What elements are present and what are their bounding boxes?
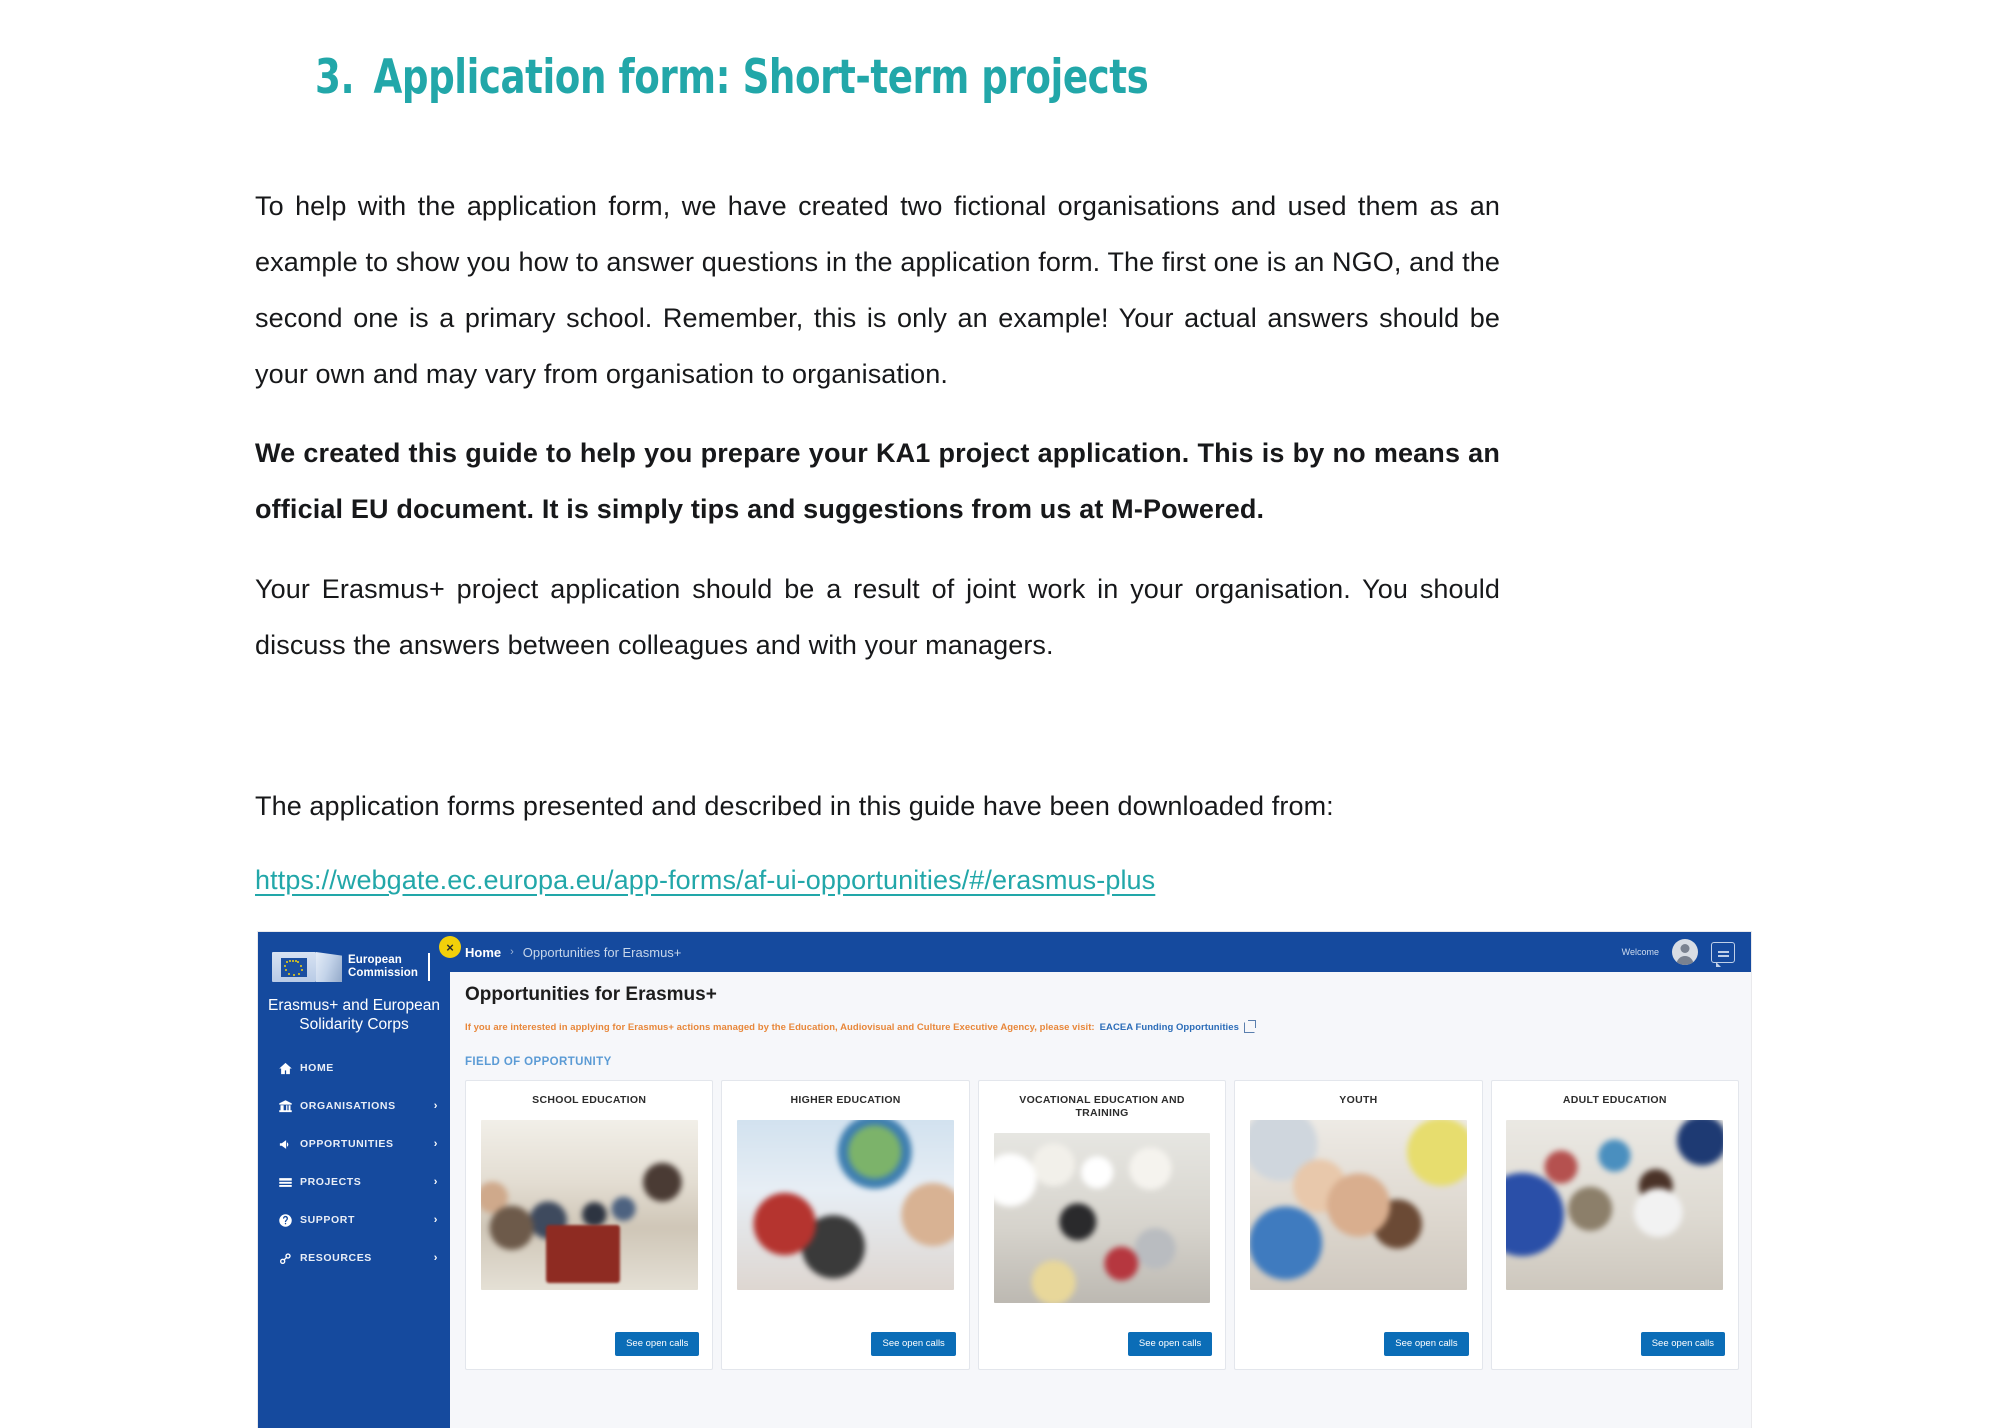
card-youth[interactable] bbox=[1234, 1080, 1482, 1370]
external-link-icon bbox=[1244, 1022, 1255, 1033]
opportunity-cards bbox=[465, 1080, 1739, 1370]
field-of-opportunity-label: FIELD OF OPPORTUNITY bbox=[465, 1056, 612, 1068]
card-school-education[interactable] bbox=[465, 1080, 713, 1370]
sidebar bbox=[258, 932, 450, 1428]
paragraph-download-source: The application forms presented and described in this guide have been downloaded from: bbox=[255, 791, 1334, 821]
document-body bbox=[255, 178, 1500, 908]
classroom-children-tablet-photo bbox=[481, 1120, 698, 1290]
sidebar-item-label: SUPPORT bbox=[300, 1214, 355, 1226]
card-adult-education[interactable] bbox=[1491, 1080, 1739, 1370]
eacea-notice bbox=[465, 1022, 1255, 1033]
see-open-calls-button[interactable]: See open calls bbox=[615, 1332, 699, 1356]
paragraph-disclaimer: We created this guide to help you prepare your KA1 project application. This is by no means an official EU document. It is simply tips and suggestions from us at M-Powered. bbox=[255, 438, 1500, 524]
sidebar-brand-title: Erasmus+ and European Solidarity Corps bbox=[268, 997, 440, 1033]
content-page-title: Opportunities for Erasmus+ bbox=[465, 984, 717, 1005]
list-icon bbox=[278, 1175, 300, 1190]
source-url-link[interactable]: https://webgate.ec.europa.eu/app-forms/af-ui-opportunities/#/erasmus-plus bbox=[255, 865, 1156, 895]
embedded-screenshot bbox=[258, 932, 1751, 1428]
chevron-right-icon: › bbox=[433, 1138, 438, 1150]
chevron-right-icon: › bbox=[433, 1176, 438, 1188]
bank-icon bbox=[278, 1099, 300, 1114]
sidebar-item-label: RESOURCES bbox=[300, 1252, 372, 1264]
see-open-calls-button[interactable]: See open calls bbox=[1384, 1332, 1468, 1356]
megaphone-icon bbox=[278, 1137, 300, 1152]
sidebar-item-label: ORGANISATIONS bbox=[300, 1100, 396, 1112]
eu-flag-icon bbox=[272, 952, 342, 982]
logo-divider bbox=[428, 953, 430, 981]
home-icon bbox=[278, 1061, 300, 1076]
eacea-funding-link[interactable]: EACEA Funding Opportunities bbox=[1099, 1022, 1239, 1033]
sidebar-item-opportunities[interactable] bbox=[258, 1125, 450, 1163]
top-bar-actions bbox=[1622, 939, 1735, 965]
adult-classroom-photo bbox=[1506, 1120, 1723, 1290]
logo-line-1: European bbox=[348, 954, 402, 966]
students-holding-globe-photo bbox=[737, 1120, 954, 1290]
card-title: SCHOOL EDUCATION bbox=[532, 1094, 647, 1106]
sidebar-nav bbox=[258, 1049, 450, 1277]
sidebar-item-projects[interactable] bbox=[258, 1163, 450, 1201]
notice-text: If you are interested in applying for Erasmus+ actions managed by the Education, Audiovisual and Culture Executive Agency, please visit: bbox=[465, 1022, 1095, 1033]
close-icon[interactable]: × bbox=[439, 936, 461, 958]
card-title: YOUTH bbox=[1339, 1094, 1378, 1106]
avatar[interactable] bbox=[1672, 939, 1698, 965]
sidebar-item-organisations[interactable] bbox=[258, 1087, 450, 1125]
sidebar-item-label: PROJECTS bbox=[300, 1176, 362, 1188]
hands-together-teamwork-photo bbox=[1250, 1120, 1467, 1290]
question-circle-icon bbox=[278, 1213, 300, 1228]
paragraph-advice: Your Erasmus+ project application should be a result of joint work in your organisation. You should discuss the answers between colleagues and with your managers. bbox=[255, 574, 1500, 660]
sidebar-item-label: HOME bbox=[300, 1062, 334, 1074]
card-title: VOCATIONAL EDUCATION AND TRAINING bbox=[1019, 1094, 1185, 1119]
sidebar-item-home[interactable] bbox=[258, 1049, 450, 1087]
breadcrumb bbox=[465, 945, 681, 960]
card-title: ADULT EDUCATION bbox=[1562, 1094, 1667, 1106]
see-open-calls-button[interactable]: See open calls bbox=[1128, 1332, 1212, 1356]
breadcrumb-current: Opportunities for Erasmus+ bbox=[522, 944, 682, 960]
sidebar-item-label: OPPORTUNITIES bbox=[300, 1138, 394, 1150]
main-content bbox=[450, 972, 1751, 1428]
card-vocational-education-and-training[interactable] bbox=[978, 1080, 1226, 1370]
paragraph-intro: To help with the application form, we have created two fictional organisations and used them as an example to show you how to answer questions in the application form. The first one is an NGO, and the second one is a primary school. Remember, this is only an example! Your actual answers should be your own and may vary from organisation to organisation. bbox=[255, 191, 1500, 389]
culinary-students-kitchen-photo bbox=[994, 1133, 1211, 1303]
welcome-label: Welcome bbox=[1621, 947, 1659, 957]
card-title: HIGHER EDUCATION bbox=[790, 1094, 901, 1106]
sidebar-item-resources[interactable] bbox=[258, 1239, 450, 1277]
european-commission-logo bbox=[272, 944, 440, 990]
card-higher-education[interactable] bbox=[721, 1080, 969, 1370]
breadcrumb-separator-icon: › bbox=[510, 946, 514, 958]
language-selector-icon[interactable] bbox=[1711, 942, 1735, 963]
logo-line-2: Commission bbox=[348, 967, 419, 979]
breadcrumb-home-link[interactable]: Home bbox=[465, 944, 502, 960]
chevron-right-icon: › bbox=[433, 1252, 438, 1264]
heading-text: Application form: Short-term projects bbox=[373, 50, 1149, 105]
see-open-calls-button[interactable]: See open calls bbox=[1641, 1332, 1725, 1356]
see-open-calls-button[interactable]: See open calls bbox=[871, 1332, 955, 1356]
link-chain-icon bbox=[278, 1251, 300, 1266]
chevron-right-icon: › bbox=[433, 1214, 438, 1226]
sidebar-item-support[interactable] bbox=[258, 1201, 450, 1239]
top-bar bbox=[450, 932, 1751, 972]
logo-text bbox=[348, 954, 418, 980]
chevron-right-icon: › bbox=[433, 1100, 438, 1112]
vertical-spacer bbox=[255, 696, 1500, 778]
heading-number: 3. bbox=[315, 50, 355, 105]
page-title bbox=[315, 50, 1148, 105]
